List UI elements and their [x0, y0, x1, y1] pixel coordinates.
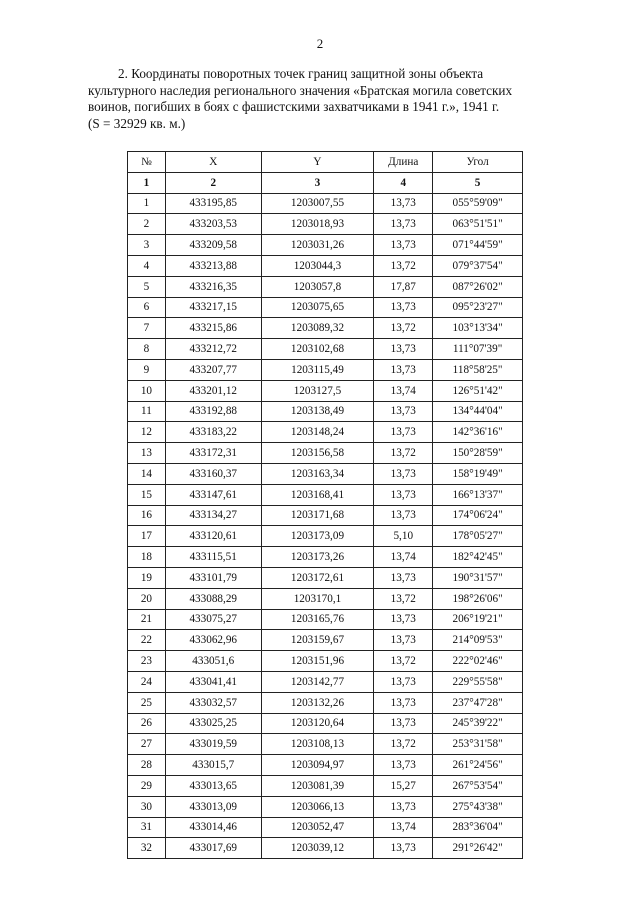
angle-cell: 283°36'04": [433, 817, 523, 838]
length-cell: 13,73: [374, 422, 433, 443]
y-coordinate-cell: 1203075,65: [261, 297, 374, 318]
length-cell: 13,73: [374, 463, 433, 484]
length-cell: 13,73: [374, 235, 433, 256]
angle-cell: 182°42'45": [433, 547, 523, 568]
table-row: [128, 401, 523, 422]
length-cell: 13,73: [374, 359, 433, 380]
x-coordinate-cell: 433134,27: [165, 505, 261, 526]
page-number: 2: [316, 36, 324, 51]
column-number: 5: [433, 172, 523, 193]
point-number-cell: 27: [128, 734, 166, 755]
length-cell: 15,27: [374, 775, 433, 796]
table-row: [128, 235, 523, 256]
y-coordinate-cell: 1203148,24: [261, 422, 374, 443]
column-number: 1: [128, 172, 166, 193]
angle-cell: 253°31'58": [433, 734, 523, 755]
length-cell: 13,73: [374, 713, 433, 734]
table-row: [128, 755, 523, 776]
point-number-cell: 11: [128, 401, 166, 422]
angle-cell: 158°19'49": [433, 463, 523, 484]
table-row: [128, 817, 523, 838]
y-coordinate-cell: 1203094,97: [261, 755, 374, 776]
x-coordinate-cell: 433062,96: [165, 630, 261, 651]
length-cell: 13,72: [374, 734, 433, 755]
table-row: [128, 588, 523, 609]
y-coordinate-cell: 1203031,26: [261, 235, 374, 256]
y-coordinate-cell: 1203170,1: [261, 588, 374, 609]
document-heading: [88, 66, 588, 132]
point-number-cell: 2: [128, 214, 166, 235]
point-number-cell: 3: [128, 235, 166, 256]
y-coordinate-cell: 1203159,67: [261, 630, 374, 651]
x-coordinate-cell: 433183,22: [165, 422, 261, 443]
x-coordinate-cell: 433051,6: [165, 651, 261, 672]
y-coordinate-cell: 1203081,39: [261, 775, 374, 796]
angle-cell: 142°36'16": [433, 422, 523, 443]
y-coordinate-cell: 1203142,77: [261, 671, 374, 692]
length-cell: 13,72: [374, 255, 433, 276]
y-coordinate-cell: 1203127,5: [261, 380, 374, 401]
point-number-cell: 26: [128, 713, 166, 734]
table-body: [128, 193, 523, 859]
length-cell: 13,73: [374, 692, 433, 713]
y-coordinate-cell: 1203151,96: [261, 651, 374, 672]
x-coordinate-cell: 433017,69: [165, 838, 261, 859]
y-coordinate-cell: 1203173,09: [261, 526, 374, 547]
angle-cell: 214°09'53": [433, 630, 523, 651]
x-coordinate-cell: 433212,72: [165, 339, 261, 360]
angle-cell: 267°53'54": [433, 775, 523, 796]
table-row: [128, 297, 523, 318]
length-cell: 13,74: [374, 817, 433, 838]
x-coordinate-cell: 433160,37: [165, 463, 261, 484]
length-cell: 13,73: [374, 401, 433, 422]
length-cell: 13,73: [374, 609, 433, 630]
length-cell: 13,73: [374, 297, 433, 318]
point-number-cell: 25: [128, 692, 166, 713]
y-coordinate-cell: 1203044,3: [261, 255, 374, 276]
x-coordinate-cell: 433215,86: [165, 318, 261, 339]
angle-cell: 174°06'24": [433, 505, 523, 526]
table-row: [128, 713, 523, 734]
point-number-cell: 29: [128, 775, 166, 796]
table-row: [128, 734, 523, 755]
angle-cell: 229°55'58": [433, 671, 523, 692]
angle-cell: 055°59'09": [433, 193, 523, 214]
x-coordinate-cell: 433192,88: [165, 401, 261, 422]
length-cell: 13,73: [374, 755, 433, 776]
angle-cell: 198°26'06": [433, 588, 523, 609]
x-coordinate-cell: 433014,46: [165, 817, 261, 838]
y-coordinate-cell: 1203018,93: [261, 214, 374, 235]
angle-cell: 118°58'25": [433, 359, 523, 380]
y-coordinate-cell: 1203132,26: [261, 692, 374, 713]
header-y: Y: [261, 152, 374, 173]
angle-cell: 190°31'57": [433, 567, 523, 588]
coordinates-table: [127, 151, 523, 859]
angle-cell: 079°37'54": [433, 255, 523, 276]
point-number-cell: 21: [128, 609, 166, 630]
table-row: [128, 609, 523, 630]
angle-cell: 245°39'22": [433, 713, 523, 734]
angle-cell: 111°07'39": [433, 339, 523, 360]
point-number-cell: 18: [128, 547, 166, 568]
table-row: [128, 547, 523, 568]
header-number: №: [128, 152, 166, 173]
point-number-cell: 12: [128, 422, 166, 443]
table-row: [128, 422, 523, 443]
length-cell: 13,73: [374, 505, 433, 526]
x-coordinate-cell: 433019,59: [165, 734, 261, 755]
y-coordinate-cell: 1203173,26: [261, 547, 374, 568]
table-row: [128, 443, 523, 464]
point-number-cell: 13: [128, 443, 166, 464]
length-cell: 13,74: [374, 547, 433, 568]
y-coordinate-cell: 1203108,13: [261, 734, 374, 755]
point-number-cell: 23: [128, 651, 166, 672]
heading-line: культурного наследия регионального значения «Братская могила советских: [88, 82, 513, 98]
table-row: [128, 214, 523, 235]
angle-cell: 095°23'27": [433, 297, 523, 318]
angle-cell: 150°28'59": [433, 443, 523, 464]
table-row: [128, 276, 523, 297]
point-number-cell: 20: [128, 588, 166, 609]
table-row: [128, 671, 523, 692]
point-number-cell: 31: [128, 817, 166, 838]
y-coordinate-cell: 1203057,8: [261, 276, 374, 297]
angle-cell: 134°44'04": [433, 401, 523, 422]
x-coordinate-cell: 433213,88: [165, 255, 261, 276]
column-number: 4: [374, 172, 433, 193]
angle-cell: 071°44'59": [433, 235, 523, 256]
table-header-row: [128, 152, 523, 173]
x-coordinate-cell: 433216,35: [165, 276, 261, 297]
table-row: [128, 526, 523, 547]
x-coordinate-cell: 433120,61: [165, 526, 261, 547]
column-number-row: [128, 172, 523, 193]
x-coordinate-cell: 433209,58: [165, 235, 261, 256]
header-x: X: [165, 152, 261, 173]
point-number-cell: 7: [128, 318, 166, 339]
angle-cell: 291°26'42": [433, 838, 523, 859]
x-coordinate-cell: 433115,51: [165, 547, 261, 568]
length-cell: 13,73: [374, 630, 433, 651]
table-row: [128, 193, 523, 214]
x-coordinate-cell: 433032,57: [165, 692, 261, 713]
heading-line: воинов, погибших в боях с фашистскими захватчиками в 1941 г.», 1941 г.: [88, 99, 500, 114]
x-coordinate-cell: 433041,41: [165, 671, 261, 692]
point-number-cell: 6: [128, 297, 166, 318]
point-number-cell: 15: [128, 484, 166, 505]
y-coordinate-cell: 1203138,49: [261, 401, 374, 422]
heading-line: (S = 32929 кв. м.): [88, 115, 186, 131]
length-cell: 13,73: [374, 671, 433, 692]
length-cell: 13,73: [374, 484, 433, 505]
point-number-cell: 19: [128, 567, 166, 588]
x-coordinate-cell: 433101,79: [165, 567, 261, 588]
x-coordinate-cell: 433015,7: [165, 755, 261, 776]
y-coordinate-cell: 1203120,64: [261, 713, 374, 734]
point-number-cell: 32: [128, 838, 166, 859]
y-coordinate-cell: 1203156,58: [261, 443, 374, 464]
table-row: [128, 692, 523, 713]
length-cell: 13,73: [374, 214, 433, 235]
table-row: [128, 339, 523, 360]
x-coordinate-cell: 433013,09: [165, 796, 261, 817]
length-cell: 13,72: [374, 443, 433, 464]
point-number-cell: 9: [128, 359, 166, 380]
point-number-cell: 30: [128, 796, 166, 817]
y-coordinate-cell: 1203168,41: [261, 484, 374, 505]
table-row: [128, 359, 523, 380]
point-number-cell: 10: [128, 380, 166, 401]
x-coordinate-cell: 433207,77: [165, 359, 261, 380]
x-coordinate-cell: 433147,61: [165, 484, 261, 505]
length-cell: 5,10: [374, 526, 433, 547]
table-row: [128, 318, 523, 339]
table-row: [128, 505, 523, 526]
angle-cell: 237°47'28": [433, 692, 523, 713]
x-coordinate-cell: 433217,15: [165, 297, 261, 318]
angle-cell: 178°05'27": [433, 526, 523, 547]
length-cell: 17,87: [374, 276, 433, 297]
point-number-cell: 17: [128, 526, 166, 547]
angle-cell: 063°51'51": [433, 214, 523, 235]
table-row: [128, 796, 523, 817]
angle-cell: 275°43'38": [433, 796, 523, 817]
y-coordinate-cell: 1203007,55: [261, 193, 374, 214]
table-row: [128, 255, 523, 276]
header-angle: Угол: [433, 152, 523, 173]
y-coordinate-cell: 1203171,68: [261, 505, 374, 526]
x-coordinate-cell: 433203,53: [165, 214, 261, 235]
point-number-cell: 24: [128, 671, 166, 692]
x-coordinate-cell: 433172,31: [165, 443, 261, 464]
table-row: [128, 838, 523, 859]
length-cell: 13,73: [374, 567, 433, 588]
table-row: [128, 463, 523, 484]
point-number-cell: 28: [128, 755, 166, 776]
y-coordinate-cell: 1203066,13: [261, 796, 374, 817]
table-row: [128, 651, 523, 672]
angle-cell: 206°19'21": [433, 609, 523, 630]
x-coordinate-cell: 433195,85: [165, 193, 261, 214]
y-coordinate-cell: 1203089,32: [261, 318, 374, 339]
table-row: [128, 567, 523, 588]
x-coordinate-cell: 433201,12: [165, 380, 261, 401]
table-row: [128, 380, 523, 401]
length-cell: 13,73: [374, 193, 433, 214]
angle-cell: 103°13'34": [433, 318, 523, 339]
point-number-cell: 4: [128, 255, 166, 276]
point-number-cell: 16: [128, 505, 166, 526]
table-row: [128, 484, 523, 505]
y-coordinate-cell: 1203172,61: [261, 567, 374, 588]
length-cell: 13,72: [374, 588, 433, 609]
header-length: Длина: [374, 152, 433, 173]
angle-cell: 222°02'46": [433, 651, 523, 672]
angle-cell: 126°51'42": [433, 380, 523, 401]
heading-line: 2. Координаты поворотных точек границ защитной зоны объекта: [118, 66, 484, 81]
y-coordinate-cell: 1203039,12: [261, 838, 374, 859]
length-cell: 13,72: [374, 651, 433, 672]
x-coordinate-cell: 433013,65: [165, 775, 261, 796]
length-cell: 13,72: [374, 318, 433, 339]
angle-cell: 261°24'56": [433, 755, 523, 776]
y-coordinate-cell: 1203163,34: [261, 463, 374, 484]
table-row: [128, 630, 523, 651]
length-cell: 13,73: [374, 796, 433, 817]
y-coordinate-cell: 1203165,76: [261, 609, 374, 630]
angle-cell: 087°26'02": [433, 276, 523, 297]
length-cell: 13,73: [374, 339, 433, 360]
y-coordinate-cell: 1203052,47: [261, 817, 374, 838]
x-coordinate-cell: 433025,25: [165, 713, 261, 734]
y-coordinate-cell: 1203115,49: [261, 359, 374, 380]
point-number-cell: 14: [128, 463, 166, 484]
table-row: [128, 775, 523, 796]
point-number-cell: 5: [128, 276, 166, 297]
point-number-cell: 1: [128, 193, 166, 214]
column-number: 3: [261, 172, 374, 193]
length-cell: 13,73: [374, 838, 433, 859]
y-coordinate-cell: 1203102,68: [261, 339, 374, 360]
length-cell: 13,74: [374, 380, 433, 401]
point-number-cell: 22: [128, 630, 166, 651]
column-number: 2: [165, 172, 261, 193]
x-coordinate-cell: 433088,29: [165, 588, 261, 609]
point-number-cell: 8: [128, 339, 166, 360]
angle-cell: 166°13'37": [433, 484, 523, 505]
x-coordinate-cell: 433075,27: [165, 609, 261, 630]
